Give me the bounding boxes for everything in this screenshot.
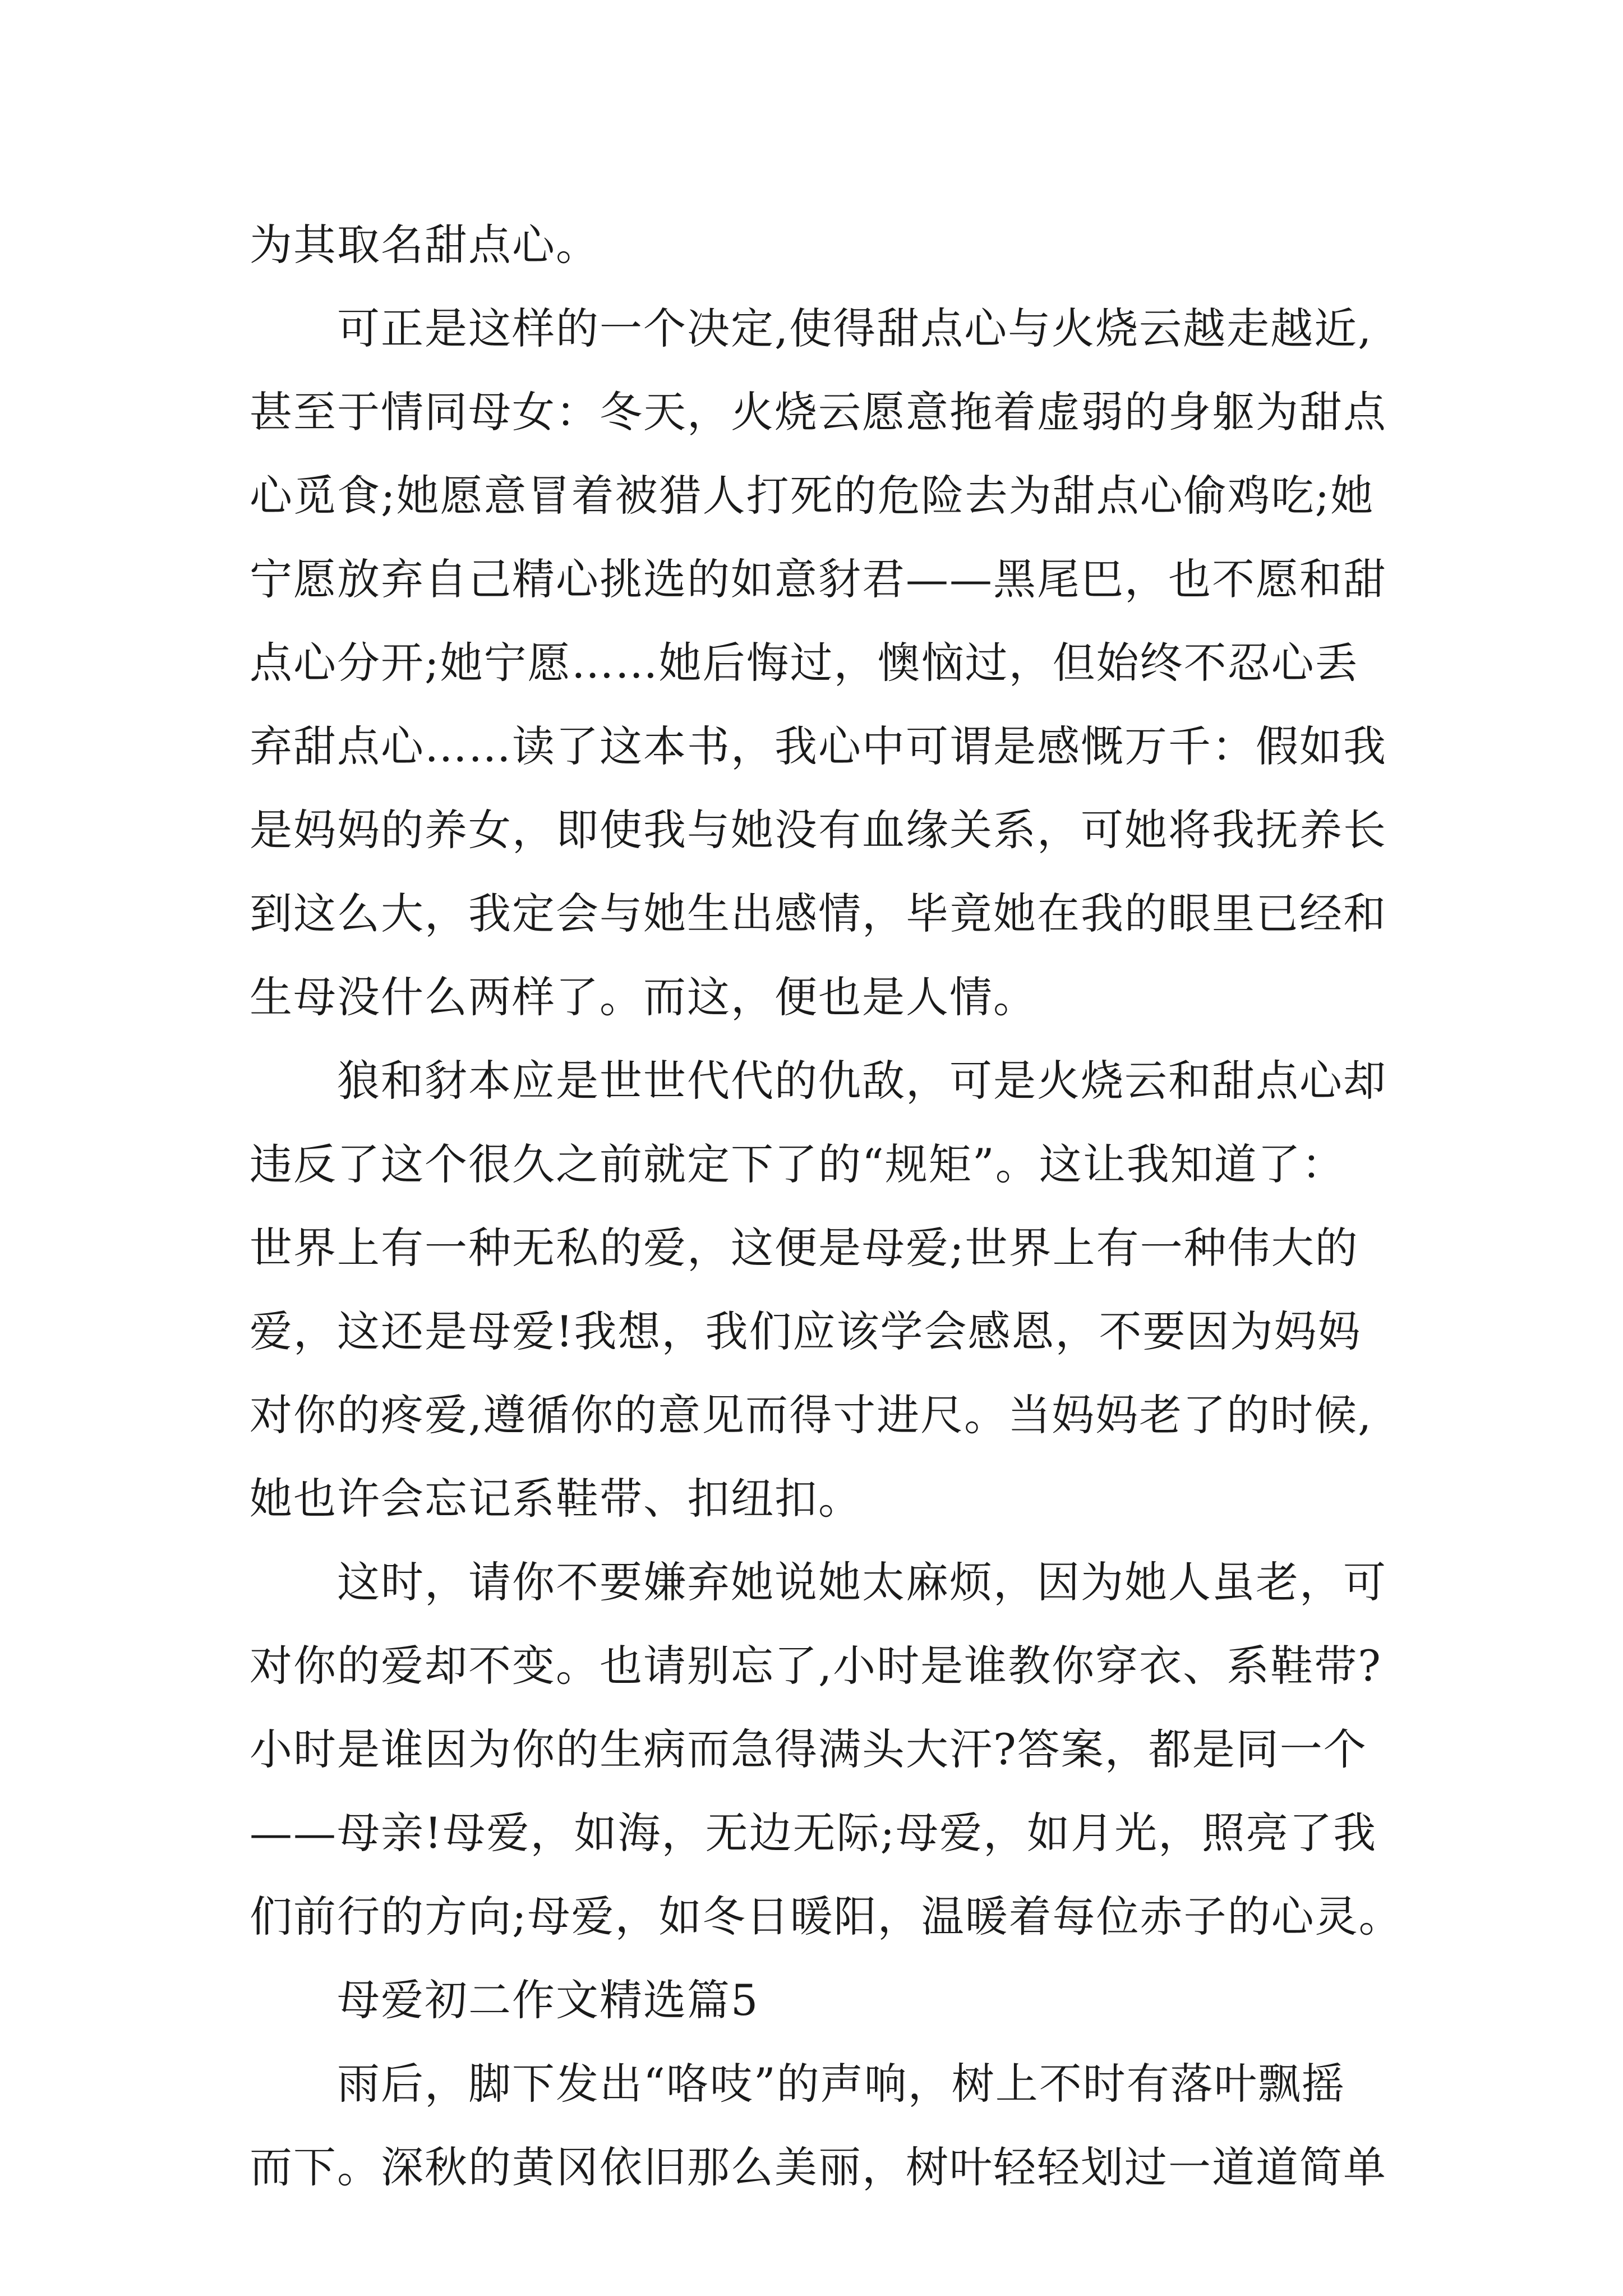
section-heading: 母爱初二作文精选篇5 — [250, 1975, 759, 2025]
text-line: ——母亲!母爱，如海，无边无际;母爱，如月光，照亮了我 — [250, 1808, 1377, 1858]
text-line: 狼和豺本应是世世代代的仇敌，可是火烧云和甜点心却 — [250, 1056, 1387, 1106]
text-line: 世界上有一种无私的爱，这便是母爱;世界上有一种伟大的 — [250, 1223, 1359, 1273]
text-line: 可正是这样的一个决定,使得甜点心与火烧云越走越近, — [250, 303, 1373, 353]
text-line: 雨后，脚下发出“咯吱”的声响，树上不时有落叶飘摇 — [250, 2059, 1345, 2109]
text-line: 们前行的方向;母爱，如冬日暖阳，温暖着每位赤子的心灵。 — [250, 1892, 1403, 1941]
article-body — [250, 203, 1422, 2209]
text-line: 弃甜点心……读了这本书，我心中可谓是感慨万千：假如我 — [250, 721, 1387, 771]
text-line: 爱，这还是母爱!我想，我们应该学会感恩，不要因为妈妈 — [250, 1306, 1362, 1356]
text-line: 生母没什么两样了。而这，便也是人情。 — [250, 972, 1037, 1022]
text-line: 这时，请你不要嫌弃她说她太麻烦，因为她人虽老，可 — [250, 1557, 1387, 1607]
text-line: 甚至于情同母女：冬天，火烧云愿意拖着虚弱的身躯为甜点 — [250, 387, 1387, 437]
text-line: 而下。深秋的黄冈依旧那么美丽，树叶轻轻划过一道道简单 — [250, 2142, 1387, 2192]
text-line: 心觅食;她愿意冒着被猎人打死的危险去为甜点心偷鸡吃;她 — [250, 471, 1375, 521]
text-line: 违反了这个很久之前就定下了的“规矩”。这让我知道了： — [250, 1139, 1345, 1189]
text-line: 是妈妈的养女，即使我与她没有血缘关系，可她将我抚养长 — [250, 805, 1387, 855]
text-line: 为其取名甜点心。 — [250, 220, 600, 270]
text-line: 点心分开;她宁愿……她后悔过，懊恼过，但始终不忍心丢 — [250, 638, 1359, 688]
text-line: 到这么大，我定会与她生出感情，毕竟她在我的眼里已经和 — [250, 889, 1387, 938]
text-line: 对你的疼爱,遵循你的意见而得寸进尺。当妈妈老了的时候, — [250, 1390, 1373, 1440]
text-line: 对你的爱却不变。也请别忘了,小时是谁教你穿衣、系鞋带? — [250, 1641, 1382, 1691]
text-line: 小时是谁因为你的生病而急得满头大汗?答案，都是同一个 — [250, 1724, 1367, 1774]
text-line: 宁愿放弃自己精心挑选的如意豺君——黑尾巴，也不愿和甜 — [250, 554, 1387, 604]
text-line: 她也许会忘记系鞋带、扣纽扣。 — [250, 1474, 862, 1524]
